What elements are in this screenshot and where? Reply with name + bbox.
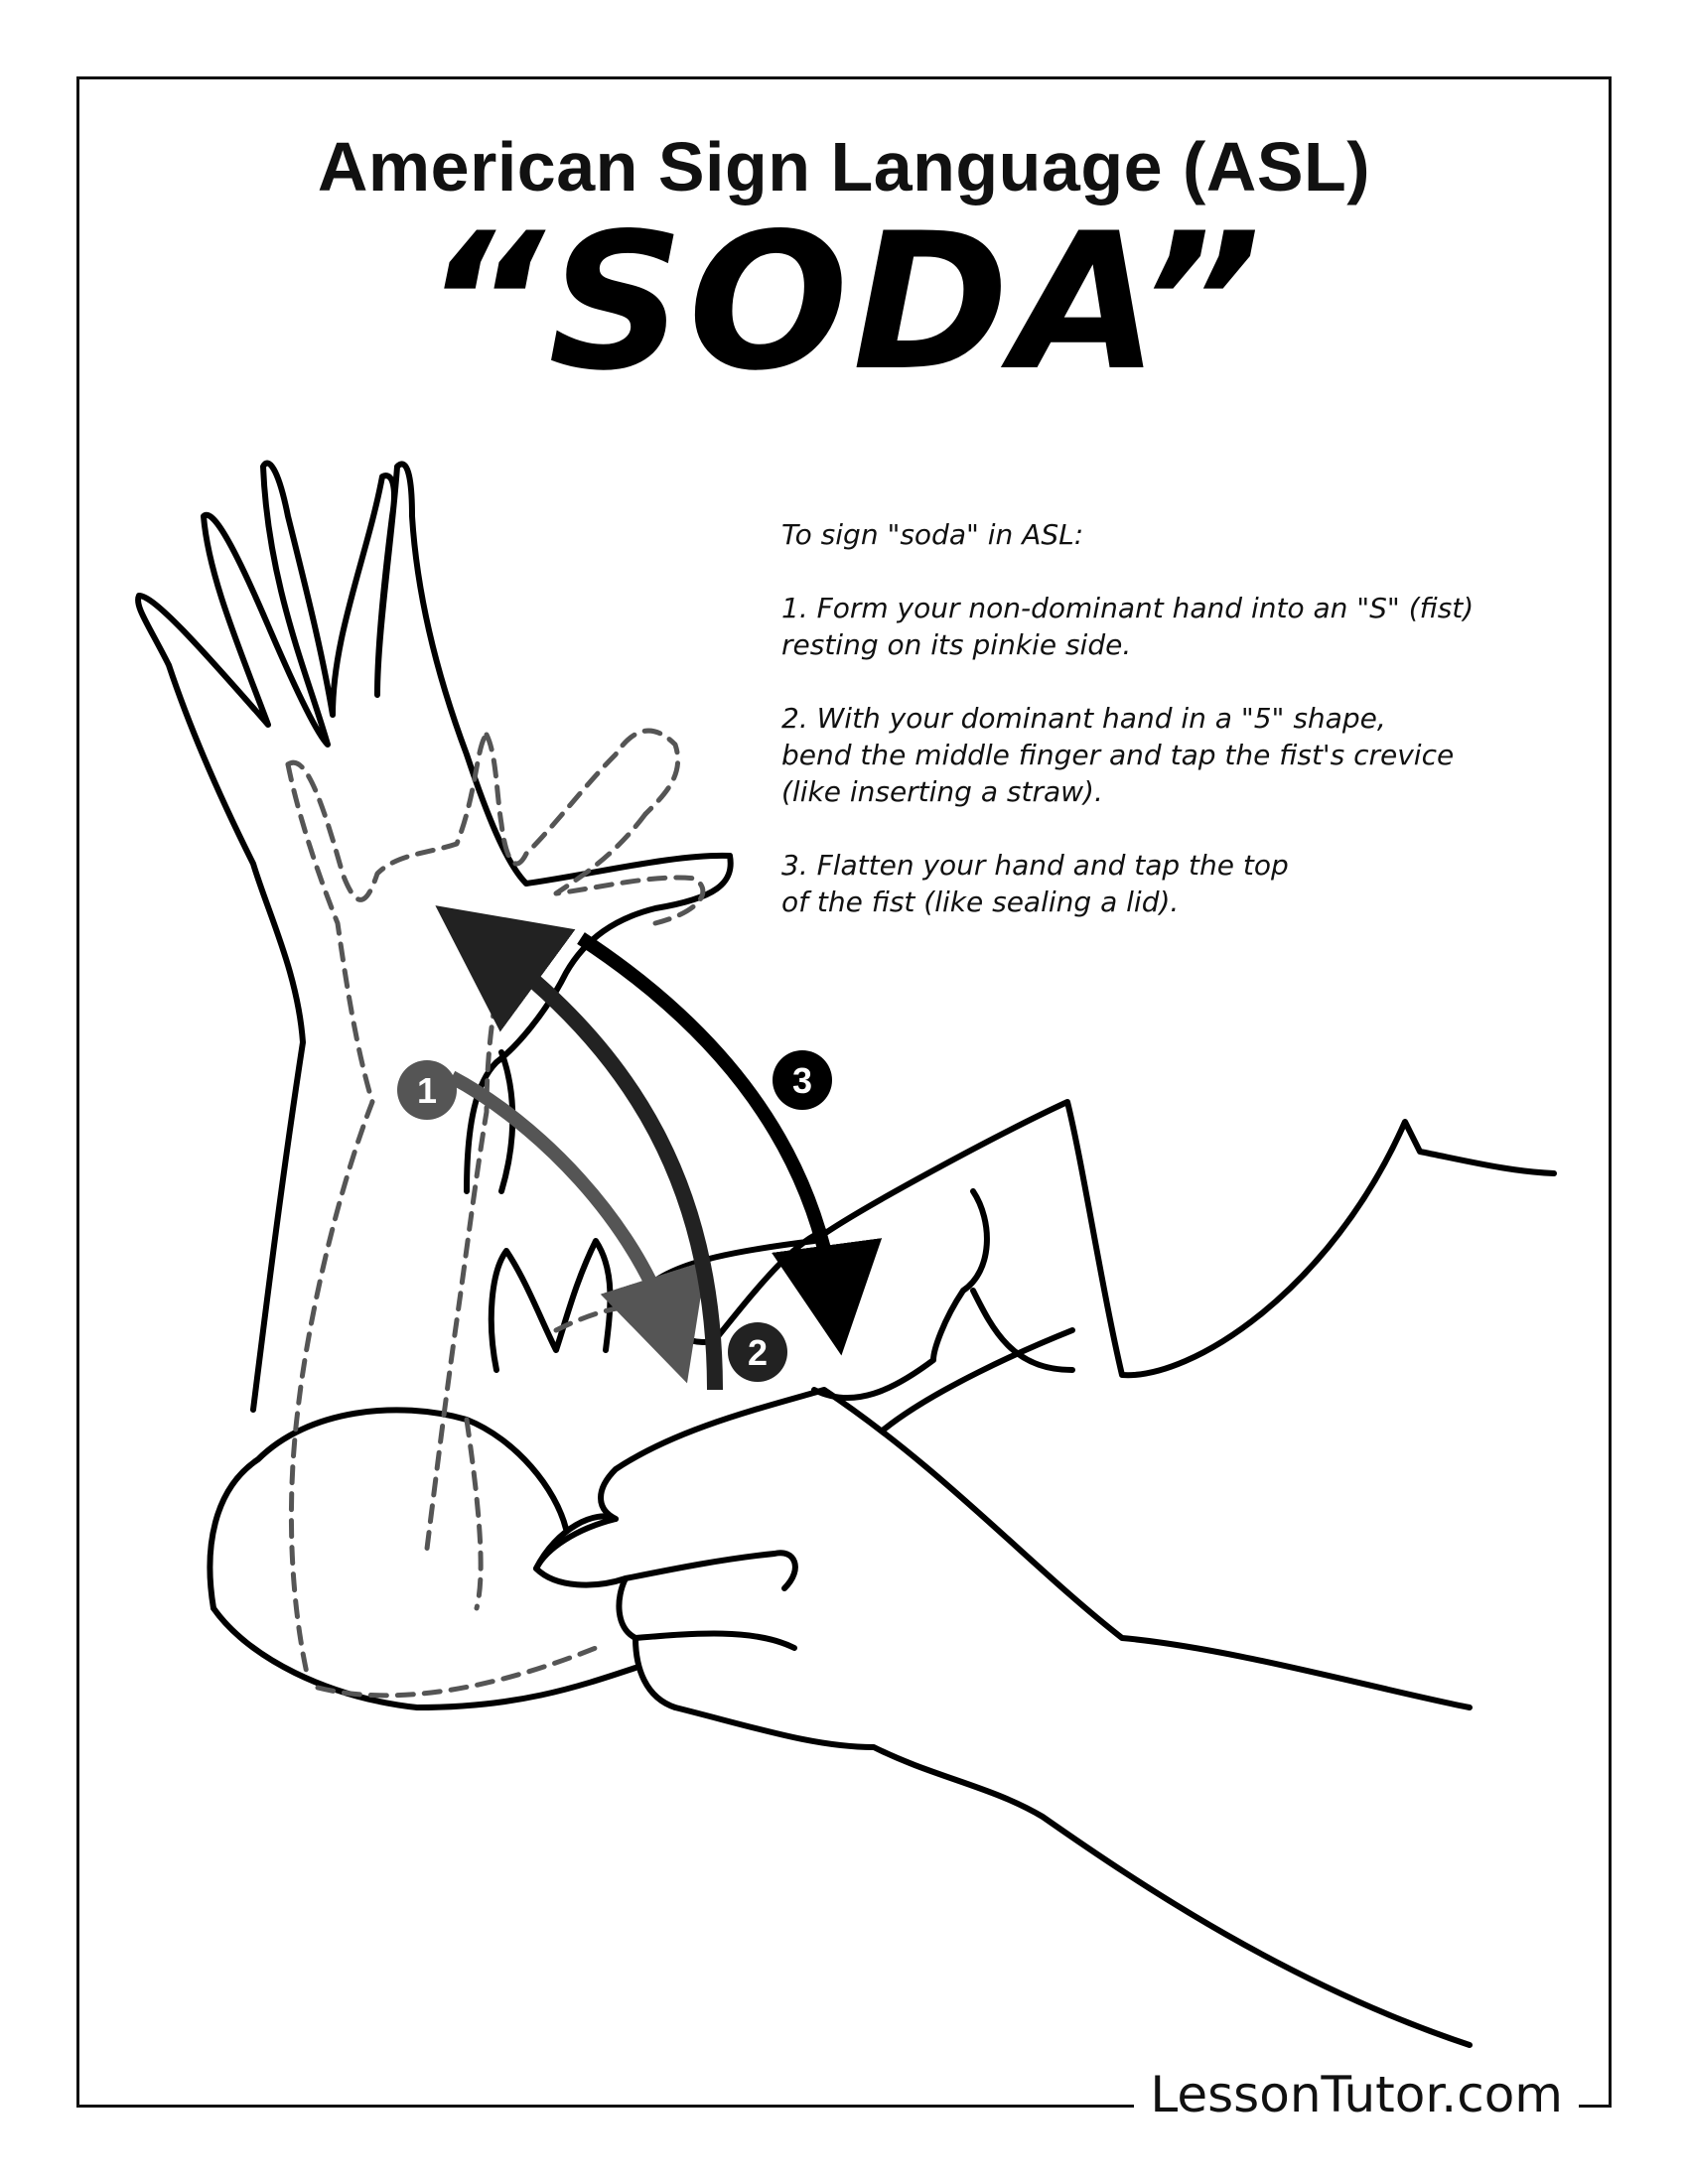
step-3-line: of the fist (like sealing a lid). — [781, 886, 1180, 918]
step-marker-3-label: 3 — [791, 1060, 813, 1101]
sign-word: “SODA” — [422, 193, 1266, 412]
instructions-intro: To sign "soda" in ASL: — [781, 518, 1084, 551]
step-3-line: 3. Flatten your hand and tap the top — [781, 849, 1289, 882]
step-marker-3 — [773, 1050, 832, 1110]
step-2-line: (like inserting a straw). — [781, 775, 1103, 808]
step-2-line: 2. With your dominant hand in a "5" shape, — [781, 702, 1386, 735]
step-marker-2 — [728, 1322, 787, 1382]
footer-site: LessonTutor.com — [1134, 2065, 1579, 2124]
step-marker-2-label: 2 — [747, 1332, 769, 1373]
step-2-line: bend the middle finger and tap the fist's crevice — [781, 739, 1455, 771]
step-marker-1-label: 1 — [416, 1070, 438, 1111]
page-title: American Sign Language (ASL) — [317, 128, 1371, 205]
step-1-line: resting on its pinkie side. — [781, 628, 1132, 661]
step-marker-1 — [397, 1060, 457, 1120]
step-1-line: 1. Form your non-dominant hand into an "S" (fist) — [781, 592, 1475, 624]
non-dominant-fist-outline — [210, 1102, 1554, 2045]
alternate-hand-dashed-outline — [288, 731, 703, 1696]
